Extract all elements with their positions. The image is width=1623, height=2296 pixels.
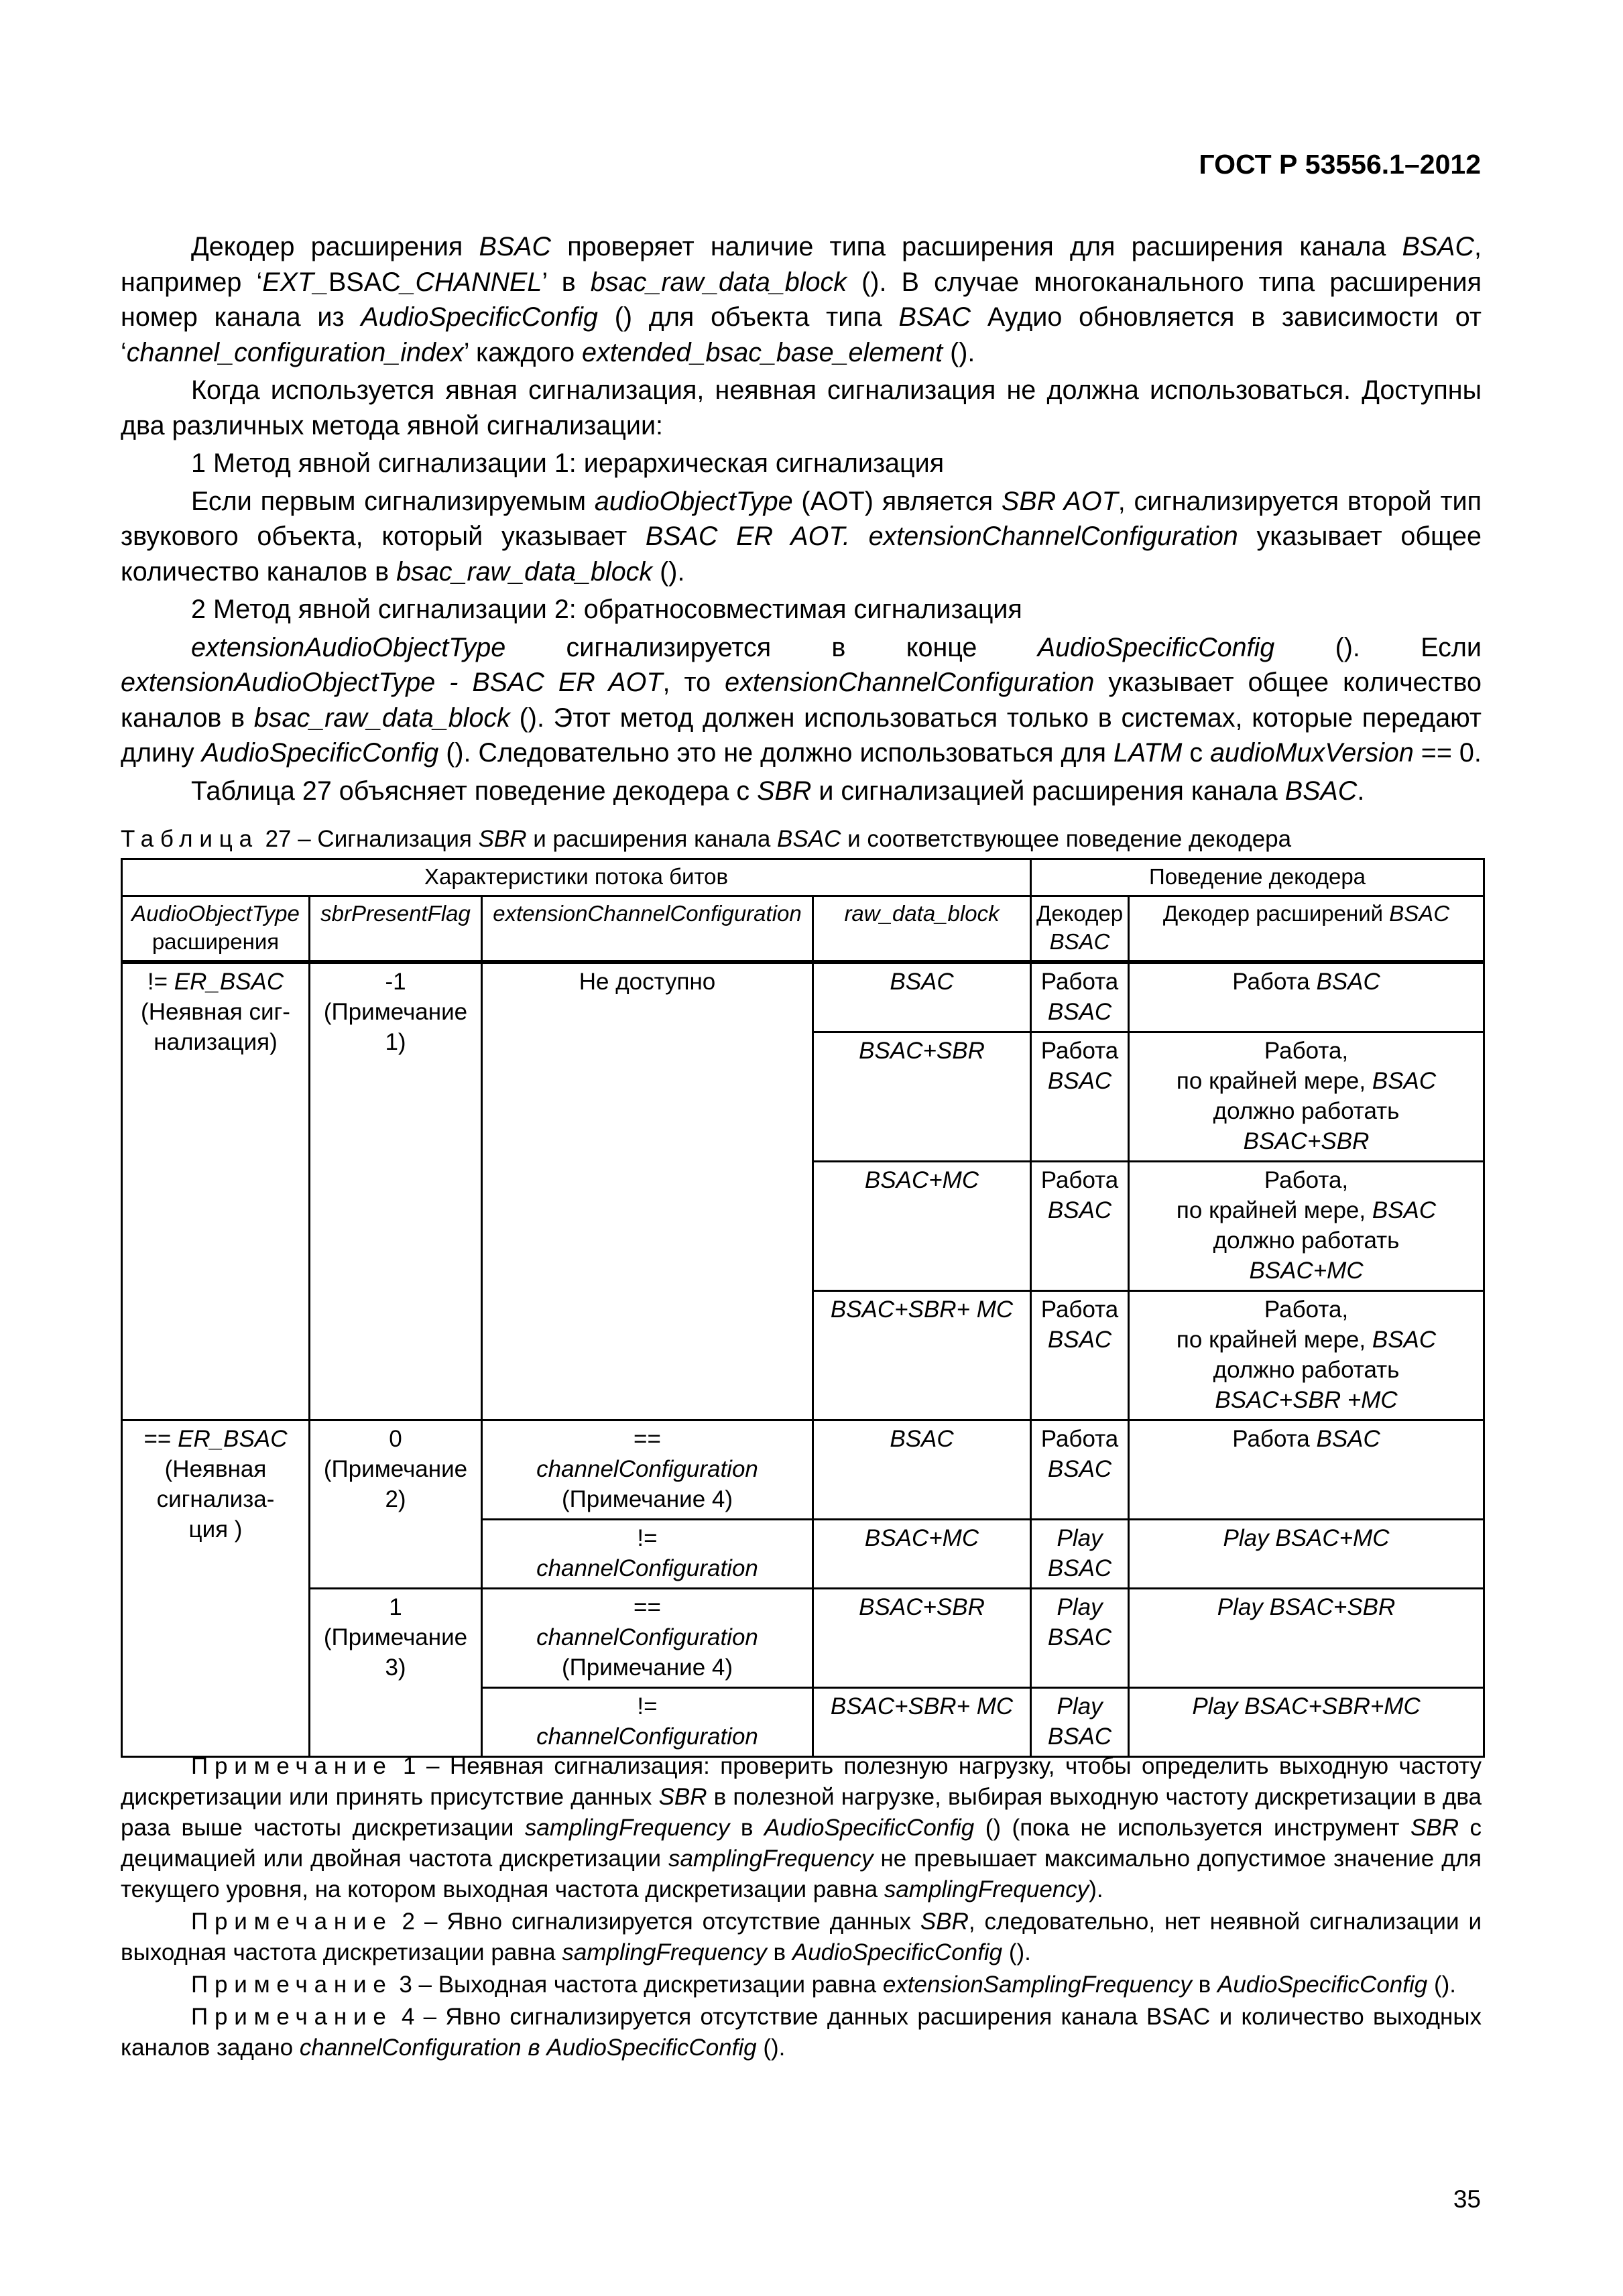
note (121, 2002, 1482, 2063)
table-cell: Play BSAC+SBR (1129, 1589, 1484, 1688)
table-cell: Play BSAC+MC (1129, 1520, 1484, 1589)
table-cell: BSAC+SBR+ MC (813, 1291, 1031, 1421)
table-cell: Play BSAC (1031, 1589, 1129, 1688)
table-row (122, 1589, 1484, 1688)
table-cell: Работа, по крайней мере, BSAC должно работать BSAC+SBR (1129, 1032, 1484, 1162)
note-text: 1 – Неявная сигнализация: проверить полезную нагрузку, чтобы определить выходную частоту дискретизации или принять присутствие данных SBR в полезной нагрузке, выбирая выходную частоту дискретизации в два раза выше частоты дискретизации samplingFrequency в AudioSpecificConfig () (пока не используется инструмент SBR с децимацией или двойная частота дискретизации samplingFrequency не превышает максимально допустимое значение для текущего уровня, на котором выходная частота дискретизации равна samplingFrequency). (121, 1753, 1482, 1902)
table-cell: BSAC+SBR (813, 1032, 1031, 1162)
table-cell: != ER_BSAC (Неявная сиг- нализация) (122, 962, 310, 1421)
table-cell: Работа BSAC (1129, 1421, 1484, 1520)
table-caption-label: Таблица (121, 826, 259, 852)
table-cell: Работа BSAC (1031, 1291, 1129, 1421)
paragraph: extensionAudioObjectType сигнализируется в конце AudioSpecificConfig (). Если extensionAudioObjectType - BSAC ER AOT, то extensionChannelConfiguration указывает общее количество каналов в bsac_raw_data_block (). Этот метод должен использоваться только в системах, которые передают длину AudioSpecificConfig (). Следовательно это не должно использоваться для LATM с audioMuxVersion == 0. (121, 632, 1482, 768)
table-cell: BSAC+MC (813, 1162, 1031, 1291)
table-row (122, 1421, 1484, 1520)
note (121, 1970, 1482, 2000)
body-text (121, 229, 1482, 811)
table-cell: == channelConfiguration (Примечание 4) (482, 1589, 813, 1688)
group-header-bitstream: Характеристики потока битов (122, 859, 1031, 896)
table-cell: BSAC+SBR+ MC (813, 1688, 1031, 1757)
note (121, 1751, 1482, 1905)
column-header: sbrPresentFlag (310, 896, 482, 963)
note (121, 1907, 1482, 1968)
table-cell: == ER_BSAC (Неявная сигнализа- ция ) (122, 1421, 310, 1757)
paragraph: Таблица 27 объясняет поведение декодера с SBR и сигнализацией расширения канала BSAC. (191, 776, 1365, 806)
note-label: Примечание (191, 2004, 393, 2030)
table-cell: Play BSAC+SBR+MC (1129, 1688, 1484, 1757)
table-cell: BSAC+MC (813, 1520, 1031, 1589)
table-cell: BSAC (813, 1421, 1031, 1520)
table-cell: 1 (Примечание 3) (310, 1589, 482, 1757)
table-cell: Работа BSAC (1031, 962, 1129, 1032)
note-text: 3 – Выходная частота дискретизации равна extensionSamplingFrequency в AudioSpecificConfig (). (392, 1972, 1456, 1998)
table-cell: Работа, по крайней мере, BSAC должно работать BSAC+MC (1129, 1162, 1484, 1291)
table-header-row (122, 896, 1484, 963)
page-number: 35 (1453, 2185, 1481, 2213)
note-text: 2 – Явно сигнализируется отсутствие данных SBR, следовательно, нет неявной сигнализации и выходная частота дискретизации равна samplingFrequency в AudioSpecificConfig (). (121, 1909, 1482, 1966)
column-header: raw_data_block (813, 896, 1031, 963)
table-cell: Работа, по крайней мере, BSAC должно работать BSAC+SBR +MC (1129, 1291, 1484, 1421)
paragraph: 2 Метод явной сигнализации 2: обратносовместимая сигнализация (191, 595, 1022, 624)
notes-section (121, 1751, 1482, 2065)
table-cell: Работа BSAC (1031, 1162, 1129, 1291)
table-cell: Работа BSAC (1031, 1421, 1129, 1520)
table-cell: Play BSAC (1031, 1520, 1129, 1589)
table-cell: 0 (Примечание 2) (310, 1421, 482, 1589)
column-header: Декодер BSAC (1031, 896, 1129, 963)
table-cell: Не доступно (482, 962, 813, 1421)
decoder-behavior-table (121, 858, 1485, 1758)
column-header: AudioObjectType расширения (122, 896, 310, 963)
table-row (122, 962, 1484, 1032)
table-cell: BSAC+SBR (813, 1589, 1031, 1688)
table-cell: BSAC (813, 962, 1031, 1032)
group-header-decoder: Поведение декодера (1031, 859, 1484, 896)
paragraph: Декодер расширения BSAC проверяет наличие типа расширения для расширения канала BSAC, например ‘EXT_BSAC_CHANNEL’ в bsac_raw_data_block (). В случае многоканального типа расширения номер канала из AudioSpecificConfig () для объекта типа BSAC Аудио обновляется в зависимости от ‘channel_configuration_index’ каждого extended_bsac_base_element (). (121, 232, 1482, 367)
paragraph: Если первым сигнализируемым audioObjectType (AOT) является SBR AOT, сигнализируется второй тип звукового объекта, который указывает BSAC ER AOT. extensionChannelConfiguration указывает общее количество каналов в bsac_raw_data_block (). (121, 486, 1482, 587)
column-header: Декодер расширений BSAC (1129, 896, 1484, 963)
table-cell: Работа BSAC (1031, 1032, 1129, 1162)
table-cell: Работа BSAC (1129, 962, 1484, 1032)
table-group-header-row (122, 859, 1484, 896)
note-label: Примечание (191, 1909, 393, 1935)
note-label: Примечание (191, 1753, 393, 1779)
table-cell: Play BSAC (1031, 1688, 1129, 1757)
table-cell: != channelConfiguration (482, 1520, 813, 1589)
document-header: ГОСТ Р 53556.1–2012 (1199, 149, 1481, 180)
paragraph: Когда используется явная сигнализация, неявная сигнализация не должна использоваться. Доступны два различных метода явной сигнализации: (121, 375, 1482, 440)
note-label: Примечание (191, 1972, 393, 1998)
table-cell: == channelConfiguration (Примечание 4) (482, 1421, 813, 1520)
paragraph: 1 Метод явной сигнализации 1: иерархическая сигнализация (191, 448, 945, 478)
note-text: 4 – Явно сигнализируется отсутствие данных расширения канала BSAC и количество выходных каналов задано channelConfiguration в AudioSpecificConfig (). (121, 2004, 1482, 2061)
table-caption (121, 826, 1291, 853)
table-caption-text: 27 – Сигнализация SBR и расширения канала BSAC и соответствующее поведение декодера (258, 826, 1292, 852)
table-cell: -1 (Примечание 1) (310, 962, 482, 1421)
table-cell: != channelConfiguration (482, 1688, 813, 1757)
column-header: extensionChannelConfiguration (482, 896, 813, 963)
